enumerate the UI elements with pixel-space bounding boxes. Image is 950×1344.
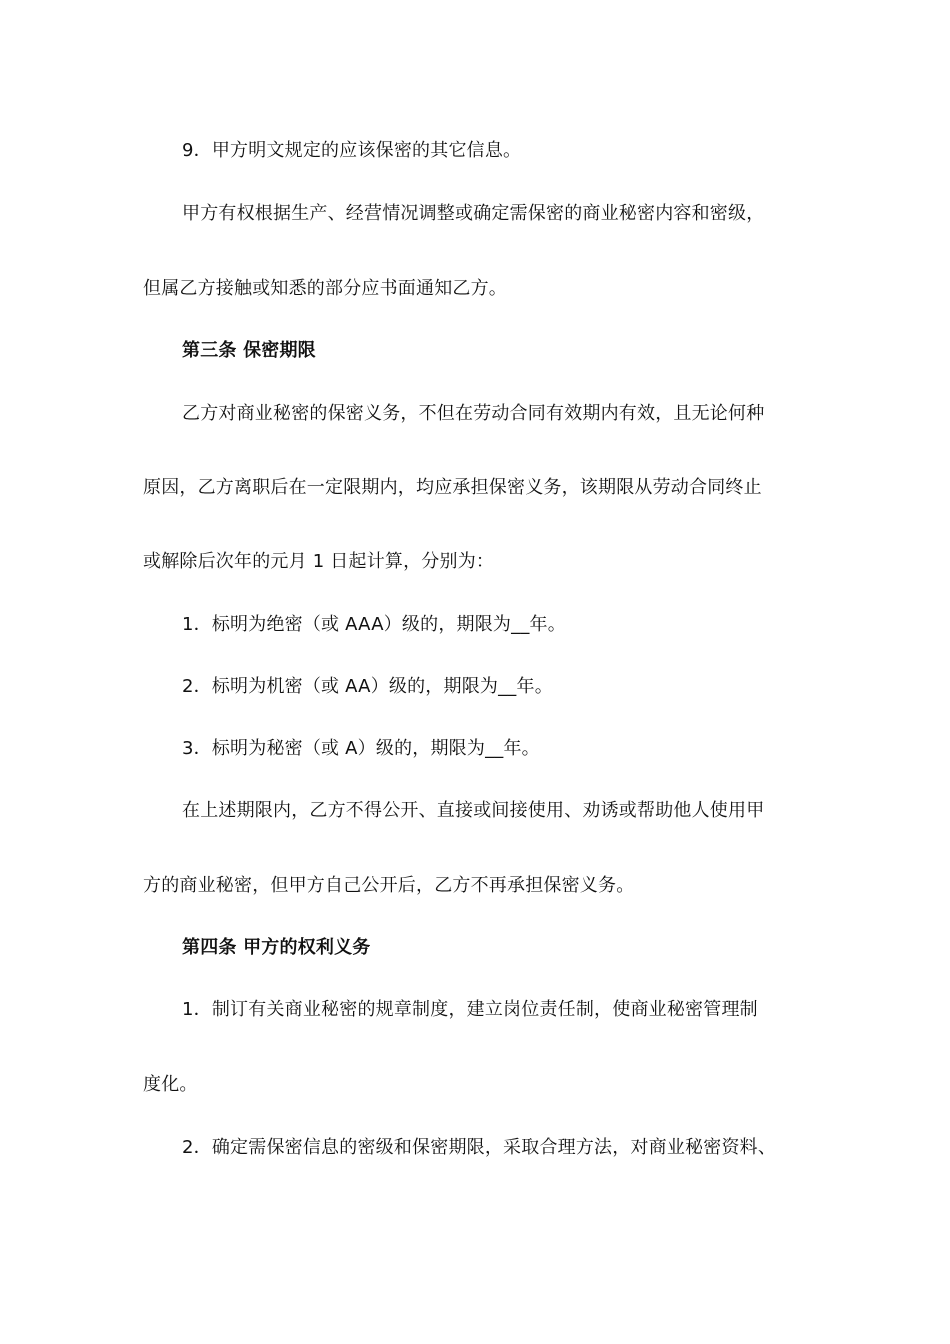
paragraph-no-disclosure-line-2: 方的商业秘密，但甲方自己公开后，乙方不再承担保密义务。 (143, 875, 635, 896)
term-item-secret: 2．标明为机密（或 AA）级的，期限为__年。 (182, 676, 553, 697)
party-a-duty-2-line-1: 2．确定需保密信息的密级和保密期限，采取合理方法，对商业秘密资料、 (182, 1137, 777, 1158)
paragraph-confidentiality-term-line-3: 或解除后次年的元月 1 日起计算，分别为： (143, 551, 495, 572)
paragraph-adjust-secrets-line-1: 甲方有权根据生产、经营情况调整或确定需保密的商业秘密内容和密级， (182, 203, 765, 224)
section-heading-article-3: 第三条 保密期限 (182, 340, 316, 361)
term-item-top-secret: 1．标明为绝密（或 AAA）级的，期限为__年。 (182, 614, 566, 635)
term-item-confidential: 3．标明为秘密（或 A）级的，期限为__年。 (182, 738, 540, 759)
paragraph-confidentiality-term-line-1: 乙方对商业秘密的保密义务，不但在劳动合同有效期内有效，且无论何种 (182, 403, 765, 424)
party-a-duty-1-line-2: 度化。 (143, 1074, 198, 1095)
party-a-duty-1-line-1: 1．制订有关商业秘密的规章制度，建立岗位责任制，使商业秘密管理制 (182, 999, 758, 1020)
paragraph-adjust-secrets-line-2: 但属乙方接触或知悉的部分应书面通知乙方。 (143, 278, 507, 299)
section-heading-article-4: 第四条 甲方的权利义务 (182, 937, 371, 958)
clause-item-9: 9．甲方明文规定的应该保密的其它信息。 (182, 140, 522, 161)
paragraph-no-disclosure-line-1: 在上述期限内，乙方不得公开、直接或间接使用、劝诱或帮助他人使用甲 (182, 800, 765, 821)
paragraph-confidentiality-term-line-2: 原因，乙方离职后在一定限期内，均应承担保密义务，该期限从劳动合同终止 (143, 477, 762, 498)
